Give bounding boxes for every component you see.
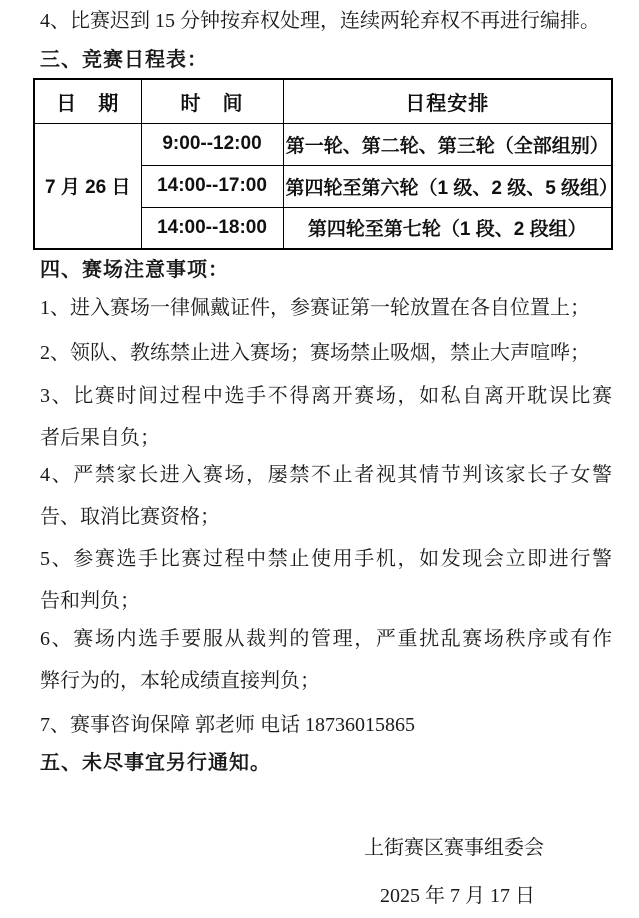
time-cell: 14:00--17:00 (141, 165, 283, 207)
note-paragraph (40, 704, 612, 746)
plan-cell: 第四轮至第七轮（1 段、2 段组） (283, 207, 612, 249)
header-time: 时 间 (141, 79, 283, 123)
intro-item-text: 4、比赛迟到 15 分钟按弃权处理，连续两轮弃权不再进行编排。 (40, 10, 600, 32)
schedule-table (33, 78, 619, 250)
note-line: 3、比赛时间过程中选手不得离开赛场，如私自离开耽误比赛 (40, 385, 612, 407)
note-line: 5、参赛选手比赛过程中禁止使用手机，如发现会立即进行警 (40, 548, 612, 570)
time-cell: 14:00--18:00 (141, 207, 283, 249)
header-date: 日 期 (34, 79, 141, 123)
note-line: 4、严禁家长进入赛场，屡禁不止者视其情节判该家长子女警 (40, 464, 612, 486)
note-line: 弊行为的，本轮成绩直接判负； (40, 670, 320, 692)
header-plan: 日程安排 (283, 79, 612, 123)
section5-heading: 五、未尽事宜另行通知。 (40, 752, 271, 774)
note-paragraph (40, 454, 612, 538)
schedule-row (34, 123, 612, 165)
note-line: 告和判负； (40, 590, 140, 612)
note-line: 7、赛事咨询保障 郭老师 电话 18736015865 (40, 714, 415, 736)
plan-cell: 第四轮至第六轮（1 级、2 级、5 级组） (283, 165, 612, 207)
note-line: 者后果自负； (40, 427, 160, 449)
note-paragraph (40, 287, 612, 329)
note-line: 6、赛场内选手要服从裁判的管理，严重扰乱赛场秩序或有作 (40, 628, 612, 650)
date-line: 2025 年 7 月 17 日 (380, 885, 535, 907)
date-cell: 7 月 26 日 (34, 123, 141, 249)
note-paragraph (40, 618, 612, 702)
schedule-header-row (34, 79, 612, 123)
note-paragraph (40, 332, 612, 374)
section4-heading: 四、赛场注意事项： (40, 259, 229, 281)
note-paragraph (40, 538, 612, 622)
plan-cell: 第一轮、第二轮、第三轮（全部组别） (283, 123, 612, 165)
note-line: 1、进入赛场一律佩戴证件，参赛证第一轮放置在各自位置上； (40, 297, 590, 319)
intro-item (40, 0, 612, 42)
section3-heading: 三、竞赛日程表： (40, 49, 208, 71)
time-cell: 9:00--12:00 (141, 123, 283, 165)
note-line: 告、取消比赛资格； (40, 506, 220, 528)
note-paragraph (40, 375, 612, 459)
signature-line: 上街赛区赛事组委会 (364, 837, 544, 859)
note-line: 2、领队、教练禁止进入赛场；赛场禁止吸烟，禁止大声喧哗； (40, 342, 590, 364)
